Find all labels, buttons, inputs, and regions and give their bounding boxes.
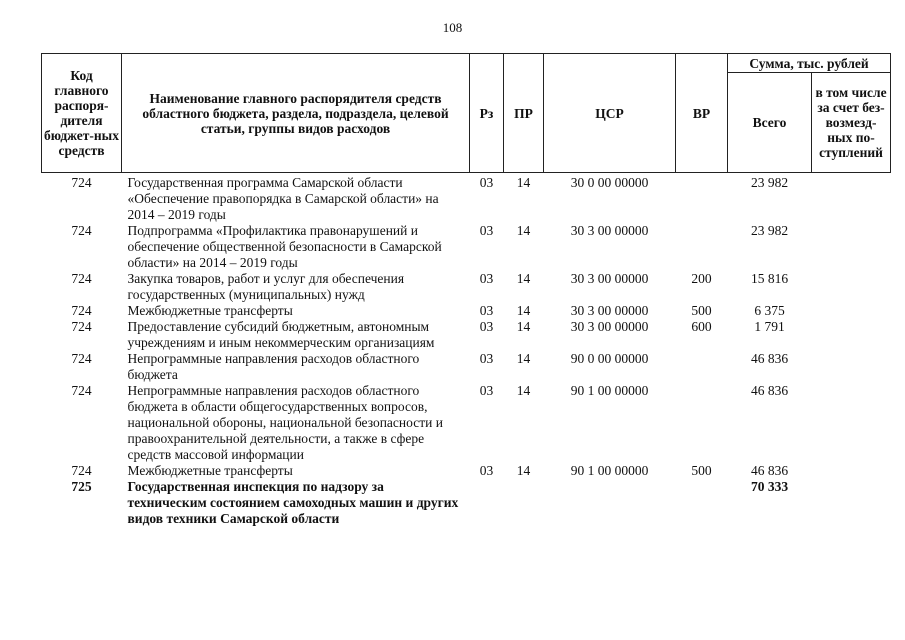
cell-gratuitous [812,319,891,351]
cell-code: 724 [71,319,92,334]
cell-rz: 03 [479,463,494,478]
table-row [42,319,891,351]
cell-vr: 500 [691,463,712,478]
cell-gratuitous [812,383,891,463]
cell-rz: 03 [479,303,494,318]
cell-total: 15 816 [750,271,789,286]
cell-code: 724 [71,383,92,398]
cell-rz: 03 [479,383,494,398]
cell-pr: 14 [516,383,531,398]
table-row [42,479,891,527]
cell-rz: 03 [479,319,494,334]
cell-gratuitous [812,351,891,383]
page-number: 108 [442,20,463,35]
cell-csr [544,479,676,527]
cell-pr: 14 [516,351,531,366]
header-vr: ВР [676,54,728,173]
cell-code: 725 [71,479,92,494]
cell-total: 23 982 [750,175,789,190]
cell-vr: 600 [691,319,712,334]
cell-gratuitous [812,479,891,527]
cell-pr [504,479,544,527]
cell-gratuitous [812,223,891,271]
table-row [42,303,891,319]
table-row [42,351,891,383]
cell-total: 46 836 [750,463,789,478]
cell-pr: 14 [516,271,531,286]
cell-csr: 30 0 00 00000 [570,175,649,190]
cell-code: 724 [71,271,92,286]
cell-vr: 500 [691,303,712,318]
cell-name: Государственная программа Самарской области «Обеспечение правопорядка в Самарской области» на 2014 – 2019 годы [127,175,439,222]
cell-pr: 14 [516,319,531,334]
cell-name: Государственная инспекция по надзору за техническим состоянием самоходных машин и других видов техники Самарской области [127,479,459,526]
header-csr: ЦСР [544,54,676,173]
cell-code: 724 [71,175,92,190]
cell-total: 6 375 [754,303,785,318]
cell-csr: 30 3 00 00000 [570,271,649,286]
header-pr: ПР [504,54,544,173]
cell-gratuitous [812,463,891,479]
cell-total: 46 836 [750,351,789,366]
cell-gratuitous [812,271,891,303]
header-code: Код главного распоря-дителя бюджет-ных средств [42,54,122,173]
table-header [42,54,891,173]
cell-csr: 30 3 00 00000 [570,223,649,238]
table-row [42,271,891,303]
cell-name: Непрограммные направления расходов областного бюджета [127,351,420,382]
cell-total: 70 333 [750,479,789,494]
cell-vr [676,173,728,224]
cell-pr: 14 [516,223,531,238]
cell-csr: 90 1 00 00000 [570,383,649,398]
cell-csr: 30 3 00 00000 [570,303,649,318]
cell-pr: 14 [516,463,531,478]
cell-total: 46 836 [750,383,789,398]
header-rz: Рз [470,54,504,173]
cell-vr [676,479,728,527]
cell-name: Закупка товаров, работ и услуг для обеспечения государственных (муниципальных) нужд [127,271,405,302]
cell-vr [676,383,728,463]
cell-pr: 14 [516,175,531,190]
table-row [42,383,891,463]
cell-rz: 03 [479,175,494,190]
table-row [42,223,891,271]
cell-gratuitous [812,303,891,319]
table-row [42,173,891,224]
cell-name: Межбюджетные трансферты [127,463,293,478]
cell-code: 724 [71,463,92,478]
cell-rz: 03 [479,223,494,238]
cell-csr: 90 0 00 00000 [570,351,649,366]
cell-vr [676,351,728,383]
header-gratuitous: в том числе за счет без-возмезд-ных по-ступлений [812,73,891,173]
cell-gratuitous [812,173,891,224]
cell-total: 1 791 [754,319,785,334]
cell-vr [676,223,728,271]
header-name: Наименование главного распорядителя средств областного бюджета, раздела, подраздела, целевой статьи, группы видов расходов [122,54,470,173]
cell-total: 23 982 [750,223,789,238]
cell-vr: 200 [691,271,712,286]
header-sum: Сумма, тыс. рублей [728,54,891,73]
cell-code: 724 [71,223,92,238]
cell-rz [470,479,504,527]
cell-rz: 03 [479,351,494,366]
table-row [42,463,891,479]
cell-name: Подпрограмма «Профилактика правонарушений и обеспечение общественной безопасности в Самарской области» на 2014 – 2019 годы [127,223,442,270]
cell-code: 724 [71,303,92,318]
cell-rz: 03 [479,271,494,286]
cell-code: 724 [71,351,92,366]
cell-name: Непрограммные направления расходов областного бюджета в области общегосударственных вопросов, национальной обороны, национальной безопасности и правоохранительной деятельности, а также в сфере средств массовой информации [127,383,443,462]
cell-name: Предоставление субсидий бюджетным, автономным учреждениям и иным некоммерческим организациям [127,319,435,350]
cell-pr: 14 [516,303,531,318]
cell-csr: 30 3 00 00000 [570,319,649,334]
header-total: Всего [728,73,812,173]
table-body [42,173,891,528]
budget-table [41,53,891,527]
cell-csr: 90 1 00 00000 [570,463,649,478]
cell-name: Межбюджетные трансферты [127,303,293,318]
